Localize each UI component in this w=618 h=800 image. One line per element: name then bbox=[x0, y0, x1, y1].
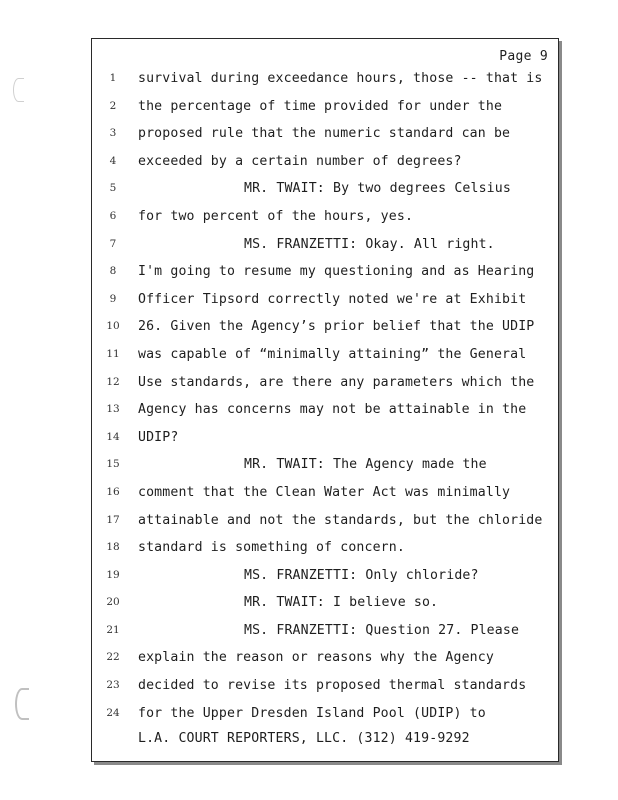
transcript-line bbox=[92, 65, 558, 93]
line-text: MS. FRANZETTI: Question 27. Please bbox=[244, 622, 520, 638]
line-number: 14 bbox=[106, 430, 120, 443]
transcript-line bbox=[92, 120, 558, 148]
line-number: 4 bbox=[109, 154, 117, 167]
line-text: 26. Given the Agency’s prior belief that the UDIP bbox=[138, 319, 535, 335]
transcript-lines bbox=[92, 65, 558, 727]
transcript-line bbox=[92, 231, 558, 259]
line-text: the percentage of time provided for under the bbox=[138, 98, 503, 114]
line-number: 12 bbox=[106, 375, 120, 388]
footer-reporter-info: L.A. COURT REPORTERS, LLC. (312) 419-9292 bbox=[138, 731, 470, 746]
line-number: 11 bbox=[106, 347, 120, 360]
line-text: for two percent of the hours, yes. bbox=[138, 208, 414, 224]
line-number: 3 bbox=[109, 127, 117, 140]
line-text: standard is something of concern. bbox=[138, 540, 405, 556]
transcript-line bbox=[92, 589, 558, 617]
line-number: 7 bbox=[109, 237, 117, 250]
page-number: Page 9 bbox=[499, 49, 548, 64]
transcript-line bbox=[92, 258, 558, 286]
line-number: 17 bbox=[106, 513, 120, 526]
line-text: I'm going to resume my questioning and as Hearing bbox=[138, 264, 535, 280]
transcript-line bbox=[92, 672, 558, 700]
line-text: survival during exceedance hours, those -- that is bbox=[138, 71, 543, 86]
line-number: 5 bbox=[109, 182, 117, 195]
line-number: 10 bbox=[106, 320, 120, 333]
transcript-line bbox=[92, 175, 558, 203]
line-text: for the Upper Dresden Island Pool (UDIP) to bbox=[138, 705, 486, 721]
line-text: attainable and not the standards, but the chloride bbox=[138, 512, 543, 528]
line-text: UDIP? bbox=[138, 429, 179, 445]
line-number: 16 bbox=[106, 485, 120, 498]
transcript-line bbox=[92, 203, 558, 231]
transcript-line bbox=[92, 451, 558, 479]
line-number: 21 bbox=[106, 623, 120, 636]
line-text: decided to revise its proposed thermal standards bbox=[138, 678, 527, 694]
transcript-line bbox=[92, 396, 558, 424]
line-text: MS. FRANZETTI: Okay. All right. bbox=[244, 236, 495, 252]
line-number: 19 bbox=[106, 568, 120, 581]
scan-artifact-mark bbox=[15, 688, 29, 720]
line-number: 9 bbox=[109, 292, 117, 305]
line-text: Agency has concerns may not be attainable in the bbox=[138, 402, 527, 418]
transcript-line bbox=[92, 286, 558, 314]
line-number: 8 bbox=[109, 265, 117, 278]
line-number: 24 bbox=[106, 706, 120, 719]
line-text: was capable of “minimally attaining” the General bbox=[138, 346, 527, 362]
line-number: 20 bbox=[106, 596, 120, 609]
transcript-line bbox=[92, 644, 558, 672]
line-number: 6 bbox=[109, 209, 117, 222]
line-number: 18 bbox=[106, 541, 120, 554]
transcript-line bbox=[92, 507, 558, 535]
transcript-line bbox=[92, 424, 558, 452]
line-number: 22 bbox=[106, 651, 120, 664]
line-text: proposed rule that the numeric standard can be bbox=[138, 126, 511, 142]
transcript-line bbox=[92, 341, 558, 369]
transcript-page bbox=[91, 38, 559, 762]
line-text: exceeded by a certain number of degrees? bbox=[138, 153, 462, 169]
transcript-line bbox=[92, 479, 558, 507]
line-number: 2 bbox=[109, 99, 117, 112]
transcript-line bbox=[92, 562, 558, 590]
line-text: MR. TWAIT: The Agency made the bbox=[244, 457, 487, 473]
line-text: explain the reason or reasons why the Agency bbox=[138, 650, 494, 666]
transcript-line bbox=[92, 617, 558, 645]
transcript-line bbox=[92, 313, 558, 341]
line-text: MR. TWAIT: By two degrees Celsius bbox=[244, 181, 511, 197]
line-text: Officer Tipsord correctly noted we're at Exhibit bbox=[138, 291, 527, 307]
line-number: 13 bbox=[106, 403, 120, 416]
line-number: 23 bbox=[106, 679, 120, 692]
transcript-line bbox=[92, 534, 558, 562]
scan-artifact-mark bbox=[13, 78, 24, 102]
line-text: comment that the Clean Water Act was minimally bbox=[138, 484, 511, 500]
transcript-line bbox=[92, 93, 558, 121]
line-number: 15 bbox=[106, 458, 120, 471]
transcript-line bbox=[92, 369, 558, 397]
line-text: Use standards, are there any parameters which the bbox=[138, 374, 535, 390]
line-text: MS. FRANZETTI: Only chloride? bbox=[244, 567, 479, 583]
line-text: MR. TWAIT: I believe so. bbox=[244, 595, 439, 611]
line-number: 1 bbox=[109, 72, 117, 84]
transcript-line bbox=[92, 700, 558, 728]
transcript-line bbox=[92, 148, 558, 176]
